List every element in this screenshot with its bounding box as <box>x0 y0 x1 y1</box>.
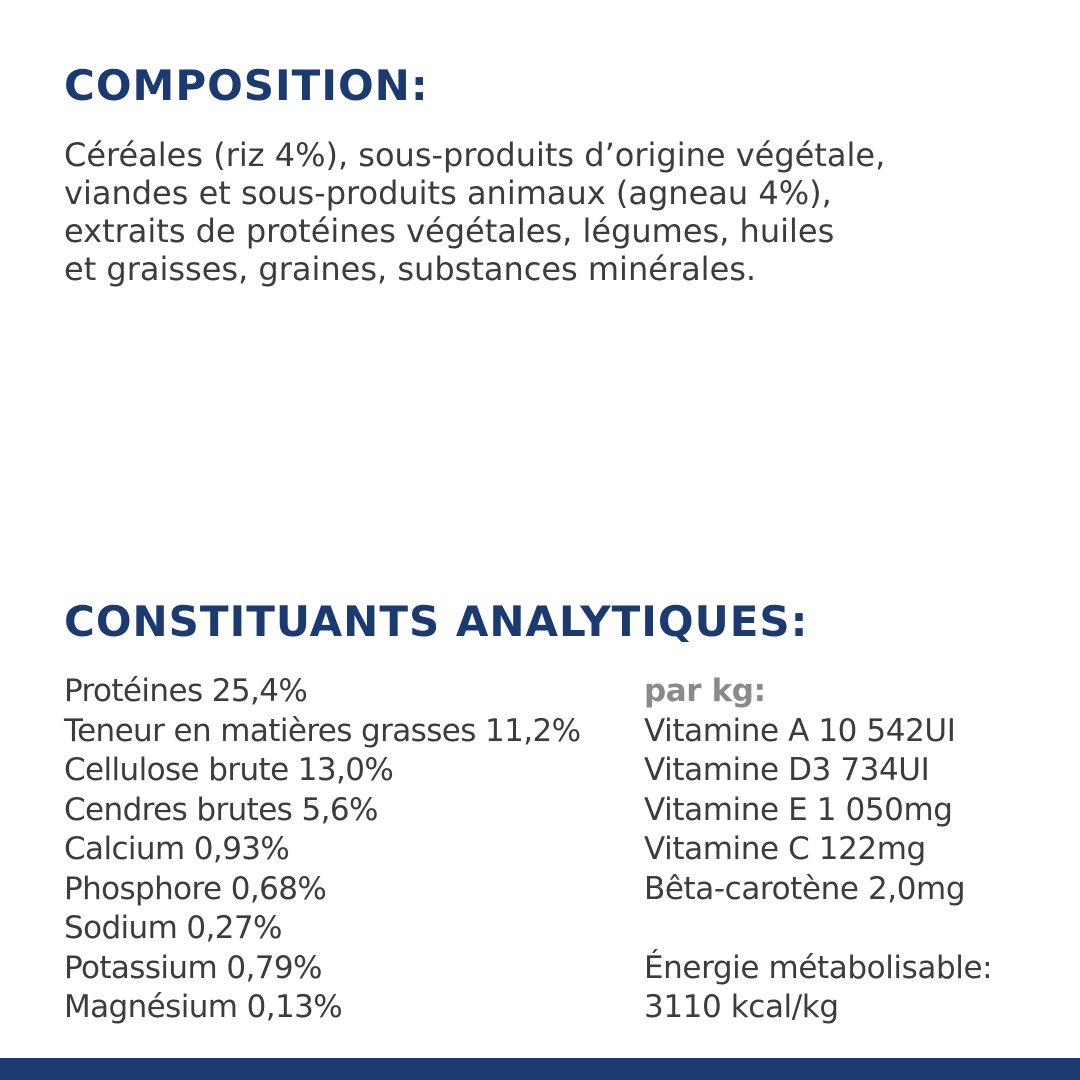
energy-value: 3110 kcal/kg <box>644 989 839 1025</box>
vitamin-item: Vitamine E 1 050mg <box>644 791 953 828</box>
vitamin-item: Vitamine D3 734UI <box>644 752 930 788</box>
bottom-bar <box>0 1058 1080 1080</box>
per-kg-subheading: par kg: <box>644 673 766 709</box>
composition-line: Céréales (riz 4%), sous-produits d’origine végétale, <box>64 136 886 174</box>
constituent-item: Protéines 25,4% <box>64 673 308 709</box>
constituent-item: Sodium 0,27% <box>64 910 282 946</box>
vitamin-item: Vitamine A 10 542UI <box>644 712 956 749</box>
composition-line: et graisses, graines, substances minérales. <box>64 250 757 288</box>
analytics-heading: CONSTITUANTS ANALYTIQUES: <box>64 597 809 646</box>
constituent-item: Calcium 0,93% <box>64 831 290 867</box>
energy-label: Énergie métabolisable: <box>644 949 993 986</box>
constituent-item: Teneur en matières grasses 11,2% <box>64 712 581 749</box>
constituent-item: Cendres brutes 5,6% <box>64 791 378 828</box>
per-kg-list <box>644 672 1064 1028</box>
composition-line: extraits de protéines végétales, légumes, huiles <box>64 212 835 250</box>
composition-text <box>64 136 1054 288</box>
composition-heading: COMPOSITION: <box>64 61 429 110</box>
vitamin-item: Bêta-carotène 2,0mg <box>644 870 966 907</box>
composition-line: viandes et sous-produits animaux (agneau 4%), <box>64 174 832 212</box>
constituent-item: Cellulose brute 13,0% <box>64 752 394 788</box>
constituent-item: Potassium 0,79% <box>64 949 322 986</box>
constituent-item: Magnésium 0,13% <box>64 989 343 1025</box>
vitamin-item: Vitamine C 122mg <box>644 831 926 867</box>
list-spacer <box>644 909 1064 949</box>
analytical-constituents-list <box>64 672 624 1028</box>
constituent-item: Phosphore 0,68% <box>64 870 327 907</box>
